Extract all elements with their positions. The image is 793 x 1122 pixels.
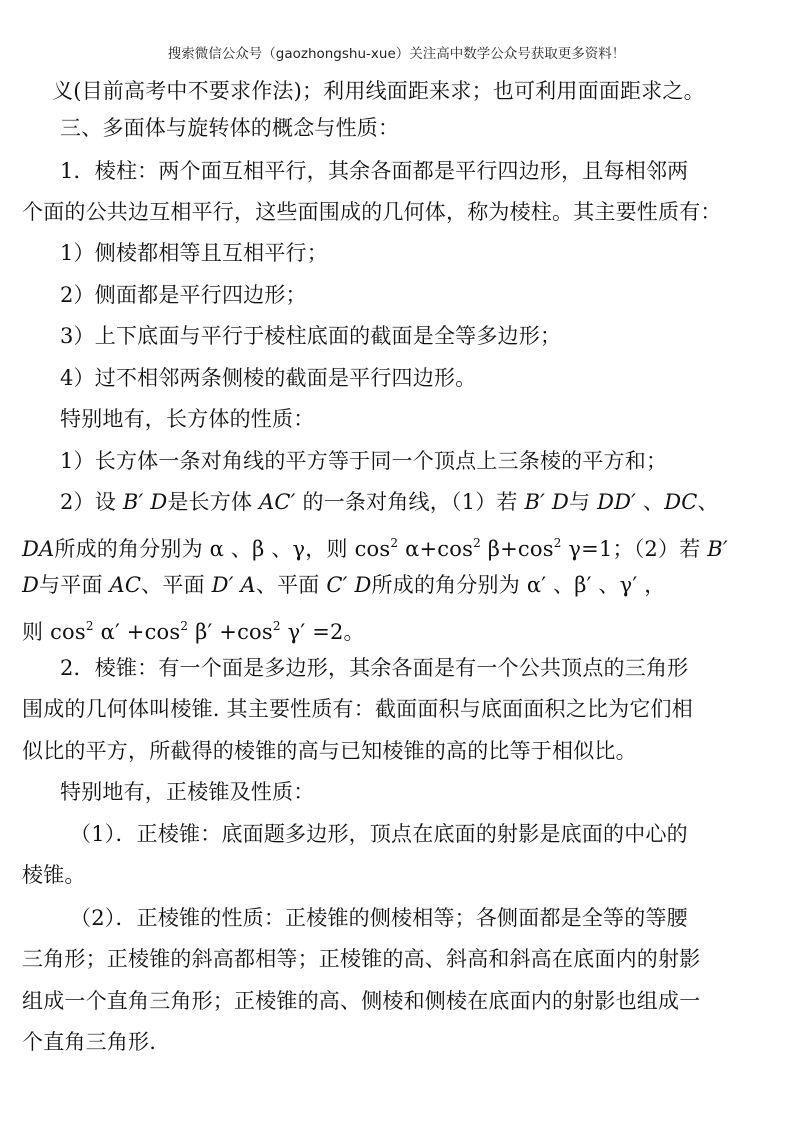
cuboid-heading: 特别地有，长方体的性质： xyxy=(60,407,315,431)
cuboid-property-2-line-3: D与平面 AC、平面 D′ A、平面 C′ D所成的角分别为 α′ 、β′ 、γ′ ， xyxy=(22,573,666,597)
regular-pyramid-property-2: 三角形；正棱锥的斜高都相等；正棱锥的高、斜高和斜高在底面内的射影 xyxy=(22,947,701,971)
regular-pyramid-property-4: 个直角三角形. xyxy=(22,1030,157,1054)
regular-pyramid-property-3: 组成一个直角三角形；正棱锥的高、侧棱和侧棱在底面内的射影也组成一 xyxy=(22,989,701,1013)
pyramid-def-1: 2．棱锥：有一个面是多边形，其余各面是有一个公共顶点的三角形 xyxy=(60,656,689,680)
regular-pyramid-property-1: （2）．正棱锥的性质：正棱锥的侧棱相等；各侧面都是全等的等腰 xyxy=(70,906,688,930)
section-heading-polyhedra: 三、多面体与旋转体的概念与性质： xyxy=(60,116,400,140)
prism-property-2: 2）侧面都是平行四边形； xyxy=(60,283,307,307)
cuboid-property-2-line-4: 则 $\cos^2 \alpha' +\cos^2$ $\beta' +\cos^2$ γ′ =2。 xyxy=(22,619,365,644)
pyramid-def-2: 围成的几何体叫棱锥. 其主要性质有：截面面积与底面面积之比为它们相 xyxy=(22,697,693,721)
prism-property-3: 3）上下底面与平行于棱柱底面的截面是全等多边形； xyxy=(60,324,562,348)
text-line-prism-def-2: 个面的公共边互相平行，这些面围成的几何体，称为棱柱。其主要性质有： xyxy=(22,200,722,224)
text-line-1: 义(目前高考中不要求作法)；利用线面距来求；也可利用面面距求之。 xyxy=(52,79,705,103)
pyramid-def-3: 似比的平方，所截得的棱锥的高与已知棱锥的高的比等于相似比。 xyxy=(22,739,637,763)
text-line-prism-def-1: 1．棱柱：两个面互相平行，其余各面都是平行四边形，且每相邻两 xyxy=(60,159,689,183)
regular-pyramid-def-1: （1）．正棱锥：底面题多边形，顶点在底面的射影是底面的中心的 xyxy=(70,822,688,846)
cuboid-property-1: 1）长方体一条对角线的平方等于同一个顶点上三条棱的平方和； xyxy=(60,449,668,473)
prism-property-1: 1）侧棱都相等且互相平行； xyxy=(60,241,328,265)
prism-property-4: 4）过不相邻两条侧棱的截面是平行四边形。 xyxy=(60,366,477,390)
regular-pyramid-heading: 特别地有，正棱锥及性质： xyxy=(60,780,315,804)
cuboid-property-2-line-2: DA所成的角分别为 α 、β 、γ，则 $\cos^2 \alpha+\cos^2$ $\beta+\cos^2$ γ=1；（2）若 B′ xyxy=(22,536,728,561)
page-header-notice: 搜索微信公众号（gaozhongshu-xue）关注高中数学公众号获取更多资料！ xyxy=(167,46,626,62)
cuboid-property-2-line-1: 2）设 B′ D是长方体 AC′ 的一条对角线，（1）若 B′ D与 DD′ 、DC、 xyxy=(60,490,719,514)
regular-pyramid-def-2: 棱锥。 xyxy=(22,863,86,887)
